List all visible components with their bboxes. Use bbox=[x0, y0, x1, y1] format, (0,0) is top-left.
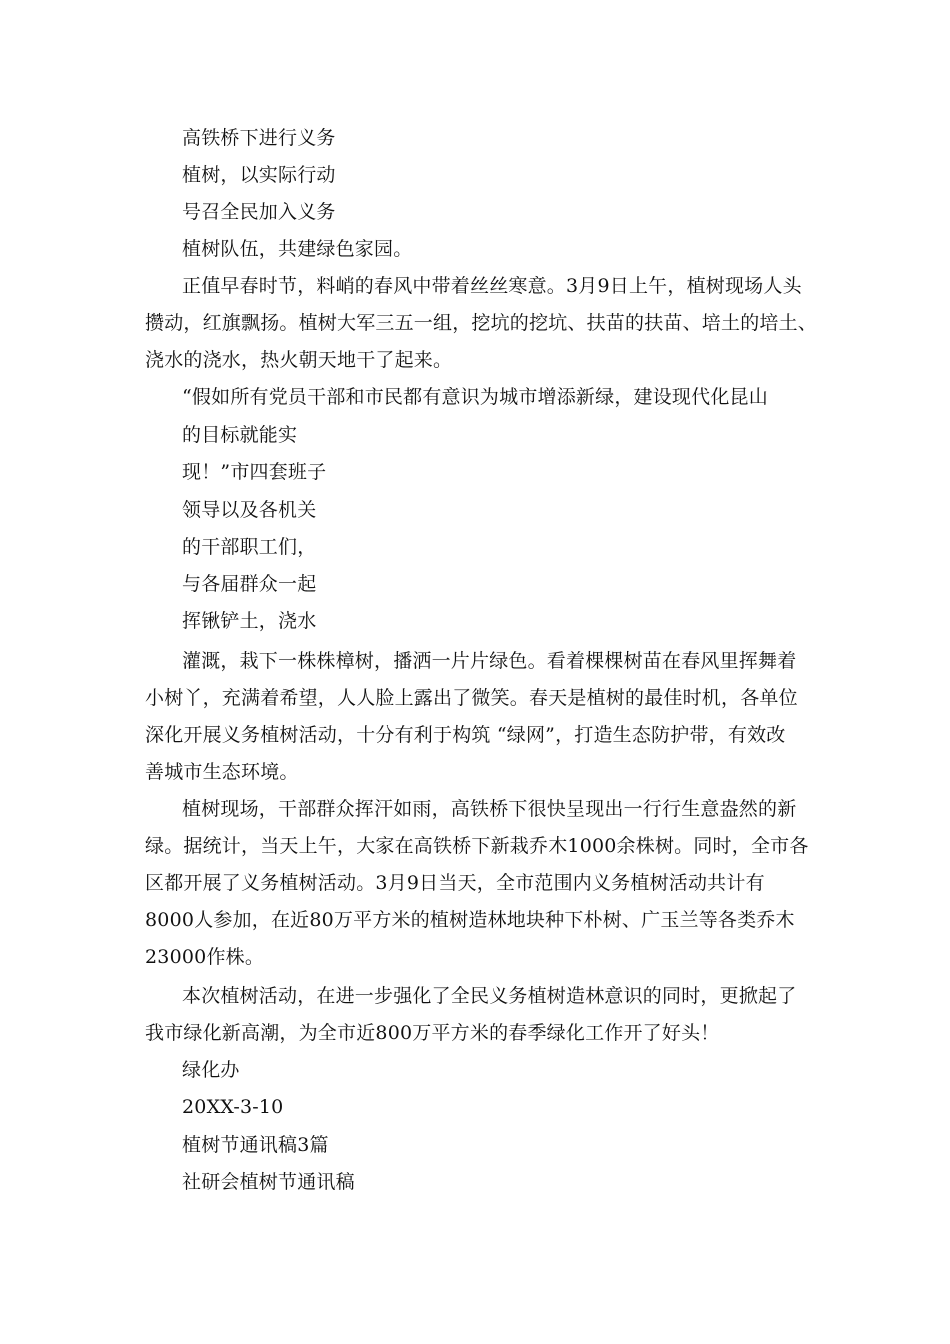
quote-line: “假如所有党员干部和市民都有意识为城市增添新绿，建设现代化昆山 bbox=[182, 386, 768, 408]
text-line: 高铁桥下进行义务 bbox=[182, 127, 336, 149]
paragraph-line: 区都开展了义务植树活动。3月9日当天，全市范围内义务植树活动共计有 bbox=[145, 872, 765, 894]
next-heading: 植树节通讯稿3篇 bbox=[182, 1134, 329, 1156]
paragraph-line: 绿。据统计，当天上午，大家在高铁桥下新栽乔木1000余株树。同时，全市各 bbox=[145, 835, 809, 857]
quote-line: 与各届群众一起 bbox=[182, 573, 317, 595]
paragraph-line: 8000人参加，在近80万平方米的植树造林地块种下朴树、广玉兰等各类乔木 bbox=[145, 909, 795, 931]
date: 20XX-3-10 bbox=[182, 1096, 284, 1118]
text-line: 植树队伍，共建绿色家园。 bbox=[182, 238, 413, 260]
paragraph-line: 攒动，红旗飘扬。植树大军三五一组，挖坑的挖坑、扶苗的扶苗、培土的培土、 bbox=[145, 312, 818, 334]
paragraph-line: 我市绿化新高潮，为全市近800万平方米的春季绿化工作开了好头！ bbox=[145, 1022, 720, 1044]
paragraph-line: 本次植树活动，在进一步强化了全民义务植树造林意识的同时，更掀起了 bbox=[182, 985, 797, 1007]
next-subheading: 社研会植树节通讯稿 bbox=[182, 1171, 355, 1193]
text-line: 号召全民加入义务 bbox=[182, 201, 336, 223]
text-line: 植树，以实际行动 bbox=[182, 164, 336, 186]
quote-line: 的目标就能实 bbox=[182, 424, 298, 446]
paragraph-line: 小树丫，充满着希望，人人脸上露出了微笑。春天是植树的最佳时机，各单位 bbox=[145, 687, 798, 709]
signature: 绿化办 bbox=[182, 1059, 240, 1081]
quote-line: 挥锹铲土，浇水 bbox=[182, 610, 317, 632]
paragraph-line: 善城市生态环境。 bbox=[145, 761, 299, 783]
paragraph-line: 深化开展义务植树活动，十分有利于构筑 “绿网”，打造生态防护带，有效改 bbox=[145, 724, 786, 746]
paragraph-line: 灌溉，栽下一株株樟树，播洒一片片绿色。看着棵棵树苗在春风里挥舞着 bbox=[182, 650, 797, 672]
paragraph-line: 23000作株。 bbox=[145, 946, 265, 968]
quote-line: 现！”市四套班子 bbox=[182, 461, 327, 483]
paragraph-line: 浇水的浇水，热火朝天地干了起来。 bbox=[145, 349, 453, 371]
paragraph-line: 正值早春时节，料峭的春风中带着丝丝寒意。3月9日上午，植树现场人头 bbox=[182, 275, 802, 297]
paragraph-line: 植树现场，干部群众挥汗如雨，高铁桥下很快呈现出一行行生意盎然的新 bbox=[182, 798, 797, 820]
quote-line: 领导以及各机关 bbox=[182, 499, 317, 521]
quote-line: 的干部职工们， bbox=[182, 536, 317, 558]
